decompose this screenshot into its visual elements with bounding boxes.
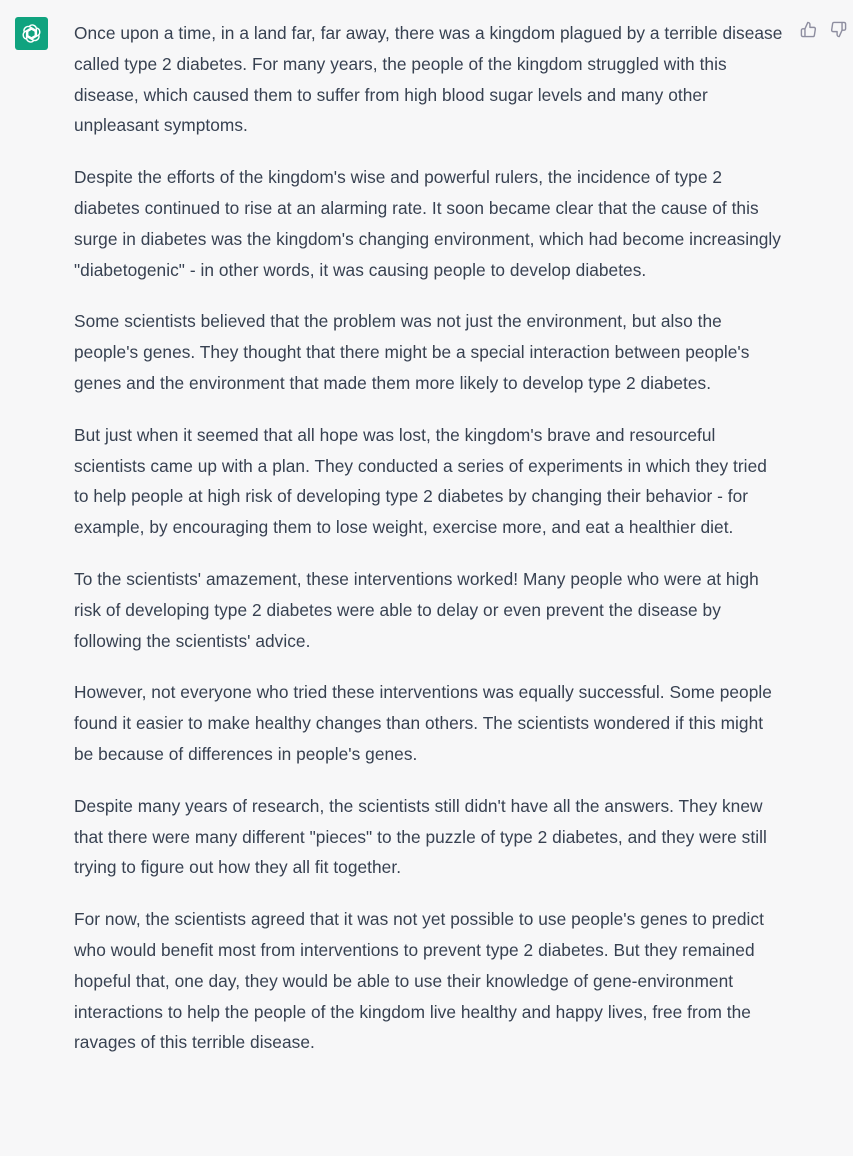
message-paragraph-1: Once upon a time, in a land far, far away, there was a kingdom plagued by a terrible disease called type 2 diabetes. For many years, the people of the kingdom struggled with this disease, which caused them to suffer from high blood sugar levels and many other unpleasant symptoms. bbox=[74, 23, 783, 136]
message-content bbox=[74, 18, 784, 1079]
feedback-buttons bbox=[799, 20, 847, 38]
thumbs-down-icon bbox=[830, 21, 847, 38]
assistant-avatar bbox=[15, 17, 48, 50]
thumbs-up-button[interactable] bbox=[799, 20, 817, 38]
openai-logo-icon bbox=[20, 22, 43, 45]
thumbs-down-button[interactable] bbox=[829, 20, 847, 38]
message-paragraph-5: To the scientists' amazement, these interventions worked! Many people who were at high risk of developing type 2 diabetes were able to delay or even prevent the disease by following the scientists' advice. bbox=[74, 568, 759, 651]
message-paragraph-8: For now, the scientists agreed that it was not yet possible to use people's genes to predict who would benefit most from interventions to prevent type 2 diabetes. But they remained hopeful that, one day, they would be able to use their knowledge of gene-environment interactions to help the people of the kingdom live healthy and happy lives, free from the ravages of this terrible disease. bbox=[74, 909, 764, 1053]
message-paragraph-2: Despite the efforts of the kingdom's wise and powerful rulers, the incidence of type 2 diabetes continued to rise at an alarming rate. It soon became clear that the cause of this surge in diabetes was the kingdom's changing environment, which had become increasingly "diabetogenic" - in other words, it was causing people to develop diabetes. bbox=[74, 167, 781, 280]
message-paragraph-6: However, not everyone who tried these interventions was equally successful. Some people found it easier to make healthy changes than others. The scientists wondered if this might be because of differences in people's genes. bbox=[74, 682, 772, 764]
thumbs-up-icon bbox=[800, 21, 817, 38]
message-paragraph-7: Despite many years of research, the scientists still didn't have all the answers. They knew that there were many different "pieces" to the puzzle of type 2 diabetes, and they were still trying to figure out how they all fit together. bbox=[74, 795, 767, 878]
message-paragraph-4: But just when it seemed that all hope was lost, the kingdom's brave and resourceful scientists came up with a plan. They conducted a series of experiments in which they tried to help people at high risk of developing type 2 diabetes by changing their behavior - for example, by encouraging them to lose weight, exercise more, and eat a healthier diet. bbox=[74, 424, 767, 538]
message-paragraph-3: Some scientists believed that the problem was not just the environment, but also the people's genes. They thought that there might be a special interaction between people's genes and the environment that made them more likely to develop type 2 diabetes. bbox=[74, 311, 750, 393]
